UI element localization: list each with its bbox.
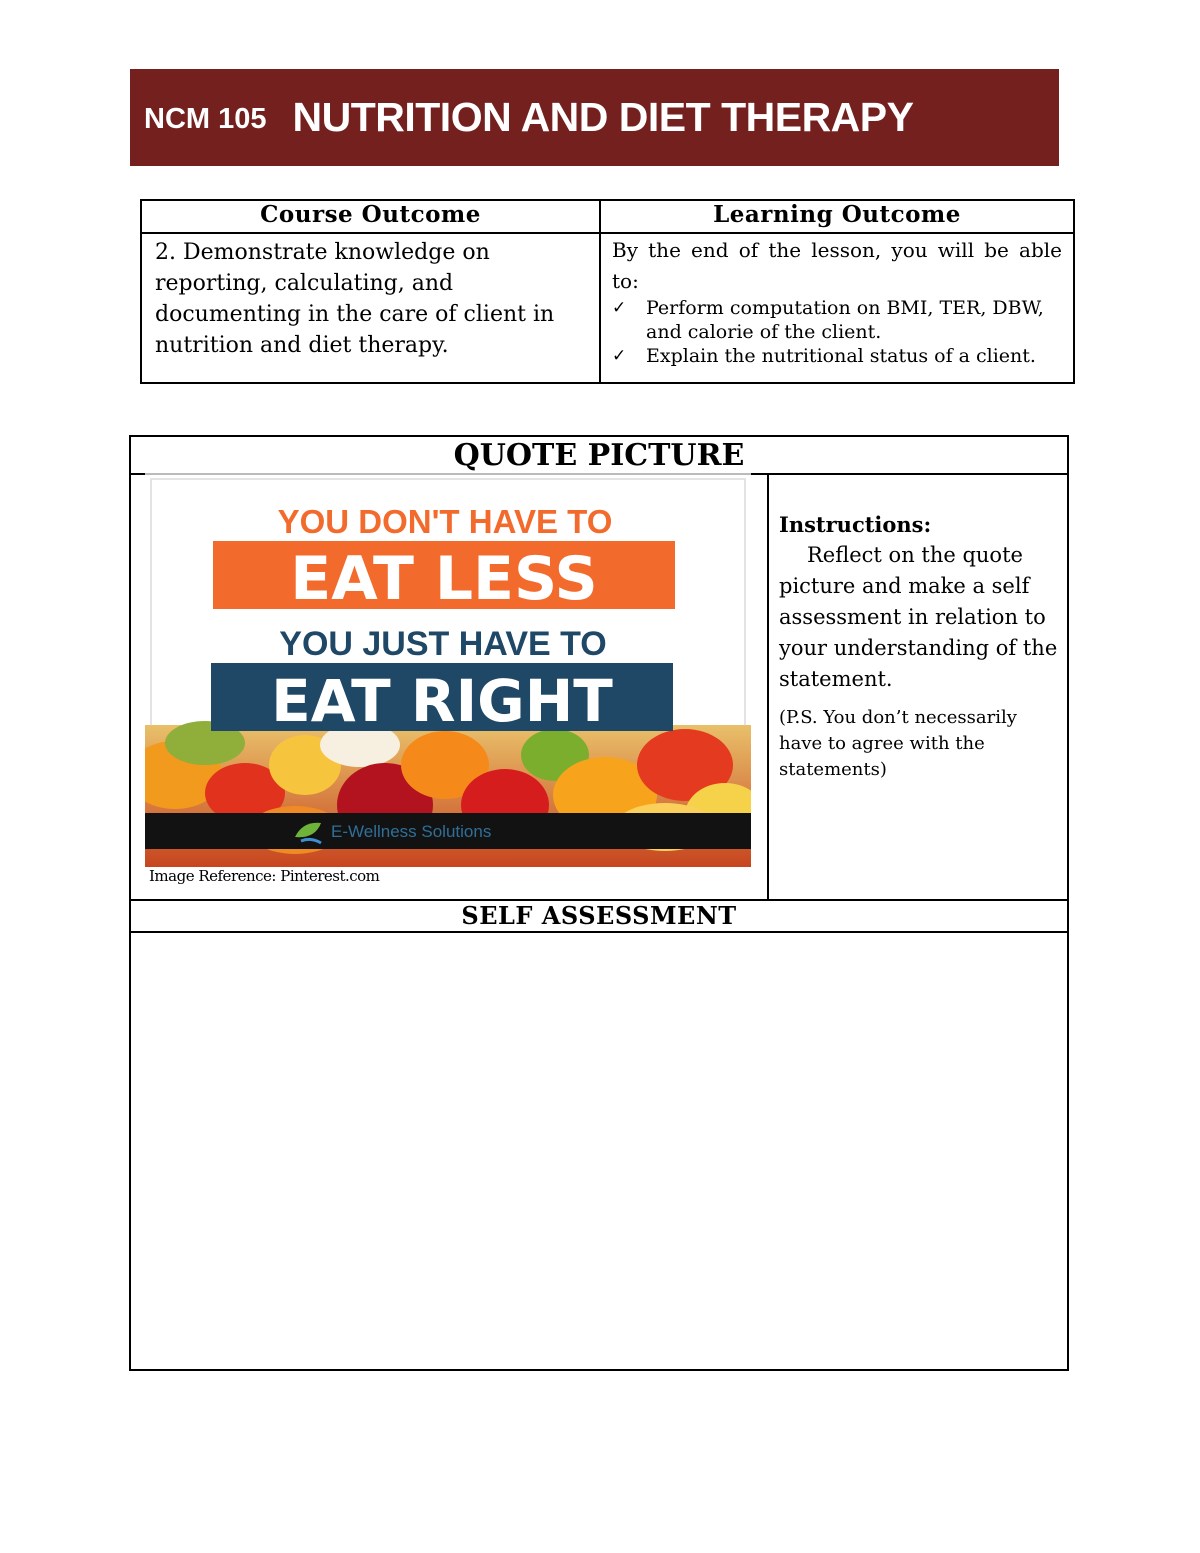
instructions-panel — [779, 509, 1059, 783]
activity-box — [129, 435, 1069, 1371]
checkmark-icon: ✓ — [612, 298, 627, 318]
learning-outcome-cell — [600, 233, 1074, 383]
quote-picture-heading: QUOTE PICTURE — [131, 437, 1067, 475]
poster-line-1: YOU DON'T HAVE TO — [277, 503, 613, 540]
instructions-heading: Instructions: — [779, 512, 932, 537]
learning-outcome-intro: By the end of the lesson, you will be able — [612, 238, 1062, 262]
course-banner — [130, 69, 1059, 166]
learning-outcome-item: Explain the nutritional status of a client. — [646, 345, 1036, 367]
self-assessment-heading: SELF ASSESSMENT — [131, 899, 1067, 933]
quote-picture — [145, 473, 751, 867]
learning-outcome-item: Perform computation on BMI, TER, DBW, and calorie of the client. — [646, 297, 1044, 343]
self-assessment-answer-area[interactable] — [131, 933, 1067, 1369]
list-item — [612, 296, 1062, 344]
poster-brand: E-Wellness Solutions — [331, 822, 492, 841]
poster-line-3: YOU JUST HAVE TO — [279, 625, 607, 663]
list-item — [612, 344, 1062, 368]
quote-poster-graphic — [145, 475, 751, 867]
course-outcome-text: 2. Demonstrate knowledge on reporting, calculating, and documenting in the care of client in nutrition and diet therapy. — [155, 240, 555, 358]
column-divider — [767, 475, 769, 899]
poster-line-2: EAT LESS — [290, 544, 598, 614]
image-reference: Image Reference: Pinterest.com — [149, 867, 380, 885]
learning-outcome-intro-cont: to: — [612, 269, 639, 293]
poster-line-4: EAT RIGHT — [271, 667, 613, 735]
learning-outcome-header: Learning Outcome — [600, 200, 1074, 233]
instructions-body: Reflect on the quote picture and make a self assessment in relation to your understanding of the statement. — [779, 543, 1058, 691]
course-outcome-header: Course Outcome — [141, 200, 600, 233]
checkmark-icon: ✓ — [612, 346, 627, 366]
course-outcome-cell — [141, 233, 600, 383]
outcomes-table — [140, 199, 1075, 384]
course-code: NCM 105 — [144, 103, 267, 135]
learning-outcome-list — [602, 296, 1072, 368]
course-title: NUTRITION AND DIET THERAPY — [292, 94, 914, 140]
instructions-note: (P.S. You don’t necessarily have to agree with the statements) — [779, 707, 1017, 780]
